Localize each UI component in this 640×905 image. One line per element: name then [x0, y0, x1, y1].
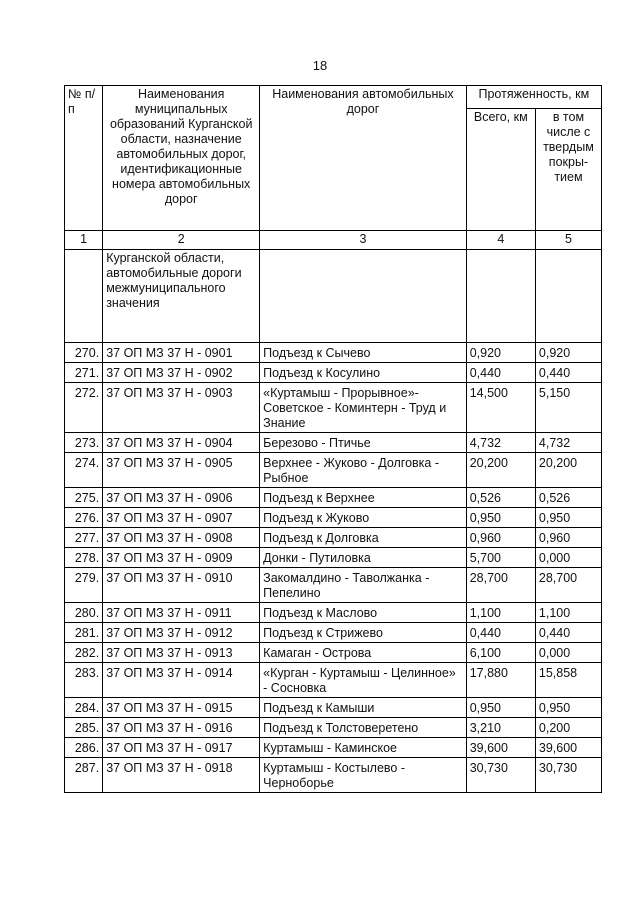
length-paved: 0,960 — [535, 528, 601, 548]
road-name: Подъезд к Стрижево — [260, 623, 467, 643]
length-total: 14,500 — [466, 383, 535, 433]
row-number: 277. — [65, 528, 103, 548]
table-row — [65, 383, 602, 433]
table-row — [65, 663, 602, 698]
length-total: 0,960 — [466, 528, 535, 548]
road-id: 37 ОП МЗ 37 Н - 0905 — [103, 453, 260, 488]
length-paved: 15,858 — [535, 663, 601, 698]
length-total: 39,600 — [466, 738, 535, 758]
road-name: Камаган - Острова — [260, 643, 467, 663]
length-paved: 0,440 — [535, 363, 601, 383]
road-id: 37 ОП МЗ 37 Н - 0911 — [103, 603, 260, 623]
road-name: Донки - Путиловка — [260, 548, 467, 568]
row-number: 274. — [65, 453, 103, 488]
header-municipal: Наименования муниципальных образований Курганской области, назначение автомобильных дорог, идентификационные номера автомобильных дорог — [103, 86, 260, 231]
table-row — [65, 738, 602, 758]
column-number: 1 — [65, 231, 103, 250]
column-number: 2 — [103, 231, 260, 250]
row-number: 273. — [65, 433, 103, 453]
road-id: 37 ОП МЗ 37 Н - 0912 — [103, 623, 260, 643]
header-road-name: Наименования автомобильных дорог — [260, 86, 467, 231]
table-row — [65, 718, 602, 738]
road-name: Подъезд к Косулино — [260, 363, 467, 383]
length-total: 3,210 — [466, 718, 535, 738]
table-row — [65, 488, 602, 508]
road-id: 37 ОП МЗ 37 Н - 0917 — [103, 738, 260, 758]
length-total: 0,950 — [466, 508, 535, 528]
row-number: 283. — [65, 663, 103, 698]
road-name: Подъезд к Маслово — [260, 603, 467, 623]
length-paved: 4,732 — [535, 433, 601, 453]
road-name: Куртамыш - Костылево - Черноборье — [260, 758, 467, 793]
row-number: 272. — [65, 383, 103, 433]
table-row — [65, 643, 602, 663]
header-paved: в том числе с твердым покры-тием — [535, 109, 601, 231]
length-total: 0,526 — [466, 488, 535, 508]
length-total: 4,732 — [466, 433, 535, 453]
table-row — [65, 548, 602, 568]
road-name: Подъезд к Жуково — [260, 508, 467, 528]
page-number: 18 — [312, 58, 328, 73]
table-row — [65, 343, 602, 363]
header-length: Протяженность, км — [466, 86, 601, 109]
table-row — [65, 433, 602, 453]
road-id: 37 ОП МЗ 37 Н - 0907 — [103, 508, 260, 528]
row-number: 287. — [65, 758, 103, 793]
column-number: 4 — [466, 231, 535, 250]
table-row — [65, 758, 602, 793]
road-id: 37 ОП МЗ 37 Н - 0908 — [103, 528, 260, 548]
table-row — [65, 363, 602, 383]
table-row — [65, 453, 602, 488]
length-paved: 0,920 — [535, 343, 601, 363]
road-name: Верхнее - Жуково - Долговка - Рыбное — [260, 453, 467, 488]
length-paved: 0,440 — [535, 623, 601, 643]
length-total: 17,880 — [466, 663, 535, 698]
column-number: 3 — [260, 231, 467, 250]
length-paved: 39,600 — [535, 738, 601, 758]
header-row — [65, 86, 602, 109]
road-id: 37 ОП МЗ 37 Н - 0915 — [103, 698, 260, 718]
road-name: Подъезд к Долговка — [260, 528, 467, 548]
length-total: 0,440 — [466, 623, 535, 643]
road-id: 37 ОП МЗ 37 Н - 0902 — [103, 363, 260, 383]
length-paved: 28,700 — [535, 568, 601, 603]
table-row — [65, 623, 602, 643]
length-paved: 0,526 — [535, 488, 601, 508]
table-row — [65, 603, 602, 623]
length-total: 6,100 — [466, 643, 535, 663]
road-id: 37 ОП МЗ 37 Н - 0903 — [103, 383, 260, 433]
table-row — [65, 528, 602, 548]
length-paved: 20,200 — [535, 453, 601, 488]
table-row — [65, 568, 602, 603]
road-id: 37 ОП МЗ 37 Н - 0904 — [103, 433, 260, 453]
length-paved: 1,100 — [535, 603, 601, 623]
row-number: 284. — [65, 698, 103, 718]
row-number: 286. — [65, 738, 103, 758]
road-id: 37 ОП МЗ 37 Н - 0910 — [103, 568, 260, 603]
road-name: Подъезд к Толстоверетено — [260, 718, 467, 738]
column-numbers-row — [65, 231, 602, 250]
road-name: Закомалдино - Таволжанка - Пепелино — [260, 568, 467, 603]
length-paved: 0,950 — [535, 508, 601, 528]
table-row — [65, 508, 602, 528]
table-row — [65, 698, 602, 718]
road-id: 37 ОП МЗ 37 Н - 0913 — [103, 643, 260, 663]
row-number: 285. — [65, 718, 103, 738]
row-number: 280. — [65, 603, 103, 623]
length-paved: 0,950 — [535, 698, 601, 718]
length-total: 0,440 — [466, 363, 535, 383]
length-total: 20,200 — [466, 453, 535, 488]
road-id: 37 ОП МЗ 37 Н - 0906 — [103, 488, 260, 508]
row-number: 276. — [65, 508, 103, 528]
column-number: 5 — [535, 231, 601, 250]
length-total: 1,100 — [466, 603, 535, 623]
road-name: Подъезд к Камыши — [260, 698, 467, 718]
road-id: 37 ОП МЗ 37 Н - 0901 — [103, 343, 260, 363]
header-total: Всего, км — [466, 109, 535, 231]
length-total: 28,700 — [466, 568, 535, 603]
length-paved: 0,000 — [535, 548, 601, 568]
length-total: 5,700 — [466, 548, 535, 568]
row-number: 282. — [65, 643, 103, 663]
road-name: Подъезд к Сычево — [260, 343, 467, 363]
row-number: 271. — [65, 363, 103, 383]
road-name: «Куртамыш - Прорывное»- Советское - Коминтерн - Труд и Знание — [260, 383, 467, 433]
length-total: 0,950 — [466, 698, 535, 718]
length-total: 0,920 — [466, 343, 535, 363]
road-id: 37 ОП МЗ 37 Н - 0916 — [103, 718, 260, 738]
length-total: 30,730 — [466, 758, 535, 793]
roads-table — [64, 85, 602, 793]
road-id: 37 ОП МЗ 37 Н - 0918 — [103, 758, 260, 793]
road-id: 37 ОП МЗ 37 Н - 0914 — [103, 663, 260, 698]
length-paved: 0,000 — [535, 643, 601, 663]
length-paved: 30,730 — [535, 758, 601, 793]
section-row — [65, 250, 602, 343]
road-name: Куртамыш - Каминское — [260, 738, 467, 758]
length-paved: 0,200 — [535, 718, 601, 738]
row-number: 270. — [65, 343, 103, 363]
section-label: Курганской области, автомобильные дороги межмуниципального значения — [103, 250, 260, 343]
road-name: Березово - Птичье — [260, 433, 467, 453]
header-no: № п/п — [65, 86, 103, 231]
row-number: 279. — [65, 568, 103, 603]
row-number: 281. — [65, 623, 103, 643]
road-name: Подъезд к Верхнее — [260, 488, 467, 508]
row-number: 278. — [65, 548, 103, 568]
road-name: «Курган - Куртамыш - Целинное» - Сосновка — [260, 663, 467, 698]
row-number: 275. — [65, 488, 103, 508]
road-id: 37 ОП МЗ 37 Н - 0909 — [103, 548, 260, 568]
length-paved: 5,150 — [535, 383, 601, 433]
